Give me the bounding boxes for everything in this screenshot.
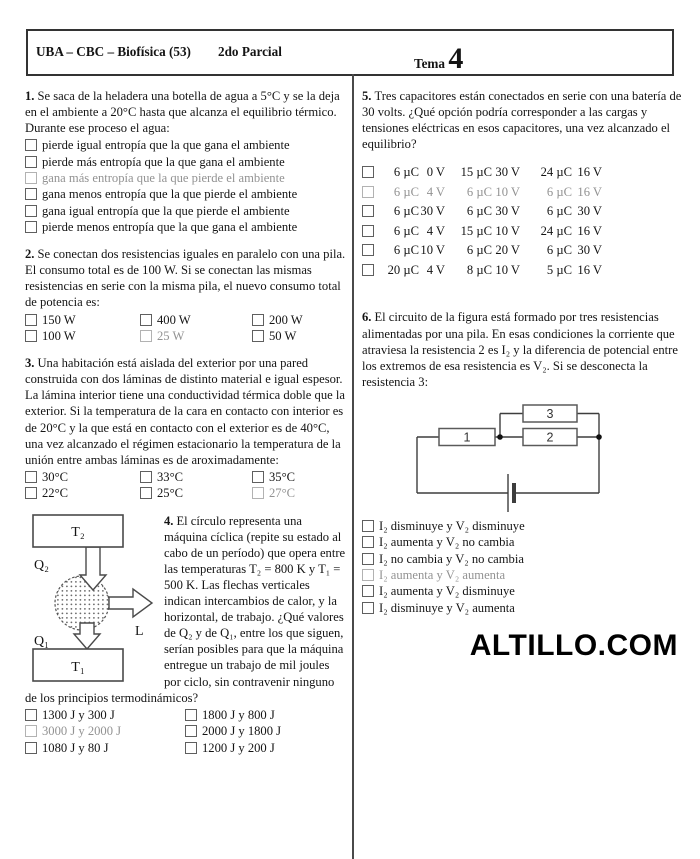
topic-label: Tema [414, 56, 446, 71]
checkbox[interactable] [362, 264, 374, 276]
question-text: Una habitación está aislada del exterior por una pared construida con dos láminas de distinto material e igual espesor. La lámina interior tiene una conductividad térmica doble que la exterior. Si la temperatura de la cara en contacto con interior es de 20°C y la que está en contacto con el exterior es de 40°C, una vez alcanzado el régimen estacionario la temperatura de la unión entre ambas láminas es de aroximadamente: [25, 356, 345, 467]
resistor-2-label: 2 [546, 430, 554, 445]
option-label: 50 W [269, 328, 297, 343]
charge-value: 24 µC [540, 223, 572, 238]
question-5-options [362, 162, 682, 279]
charge-value: 15 µC [460, 223, 492, 238]
checkbox[interactable] [25, 742, 37, 754]
answer-option [362, 162, 682, 182]
option-label: 3000 J y 2000 J [42, 724, 122, 739]
question-text: Se saca de la heladera una botella de agua a 5°C y se la deja en el ambiente a 20°C hasta que alcanza el equilibrio térmico. Durante ese proceso el agua: [25, 89, 340, 136]
question-text-continued: de los principios termodinámicos? [25, 690, 199, 705]
checkbox[interactable] [362, 166, 374, 178]
checkbox[interactable] [25, 725, 37, 737]
question-5 [362, 88, 682, 279]
option-label: 27°C [269, 486, 296, 501]
answer-option [185, 739, 347, 755]
checkbox[interactable] [252, 314, 264, 326]
voltage-value: 10 V [495, 223, 520, 238]
checkbox[interactable] [25, 172, 37, 184]
answer-option [140, 328, 252, 344]
checkbox[interactable] [362, 225, 374, 237]
answer-option [185, 707, 347, 723]
checkbox[interactable] [140, 314, 152, 326]
charge-value: 6 µC [393, 204, 419, 219]
answer-option [362, 567, 682, 583]
charge-value: 6 µC [546, 243, 572, 258]
checkbox[interactable] [185, 709, 197, 721]
option-label: I₂ aumenta y V₂ aumenta [379, 567, 506, 582]
question-6-options [362, 518, 682, 616]
answer-option [140, 312, 252, 328]
option-label: 1200 J y 200 J [202, 740, 275, 755]
hot-reservoir-label: T₂ [71, 524, 85, 540]
voltage-value: 4 V [426, 223, 445, 238]
answer-option [25, 485, 140, 501]
charge-value: 24 µC [540, 165, 572, 180]
charge-value: 6 µC [466, 204, 492, 219]
junction-dot [596, 434, 602, 440]
answer-option [362, 201, 682, 221]
checkbox[interactable] [25, 205, 37, 217]
answer-option [252, 485, 347, 501]
exam-topic [414, 40, 463, 78]
question-1 [25, 88, 347, 235]
checkbox[interactable] [25, 221, 37, 233]
answer-option [25, 154, 347, 170]
heat-in-label: Q₂ [34, 557, 49, 573]
option-label: 30°C [42, 470, 69, 484]
question-number: 2. [25, 247, 35, 262]
checkbox[interactable] [140, 487, 152, 499]
checkbox[interactable] [140, 471, 152, 483]
voltage-value: 16 V [577, 223, 602, 238]
voltage-value: 4 V [426, 184, 445, 199]
answer-option [25, 203, 347, 219]
question-number: 1. [25, 89, 35, 103]
option-label: 33°C [157, 470, 184, 484]
voltage-value: 10 V [420, 243, 445, 258]
checkbox[interactable] [140, 330, 152, 342]
question-3 [25, 355, 347, 501]
work-arrow-icon [109, 589, 152, 617]
option-label: I₂ no cambia y V₂ no cambia [379, 551, 524, 566]
checkbox[interactable] [185, 742, 197, 754]
answer-option [25, 328, 140, 344]
option-label: 35°C [269, 470, 296, 484]
answer-option [362, 518, 682, 534]
charge-value: 6 µC [393, 184, 419, 199]
option-label: I₂ disminuye y V₂ disminuye [379, 519, 525, 534]
charge-value: 6 µC [393, 165, 419, 180]
option-label: pierde menos entropía que la que gana el ambiente [42, 219, 298, 234]
voltage-value: 30 V [420, 204, 445, 219]
question-number: 4. [164, 513, 174, 528]
checkbox[interactable] [362, 536, 374, 548]
option-label: 25 W [157, 328, 185, 343]
checkbox[interactable] [362, 520, 374, 532]
question-number: 6. [362, 310, 372, 325]
charge-value: 6 µC [546, 184, 572, 199]
checkbox[interactable] [25, 487, 37, 499]
answer-option [362, 534, 682, 550]
charge-value: 6 µC [393, 223, 419, 238]
checkbox[interactable] [25, 709, 37, 721]
answer-option [185, 723, 347, 739]
option-label: pierde más entropía que la que gana el ambiente [42, 154, 285, 169]
answer-option [25, 312, 140, 328]
left-column [25, 88, 347, 767]
voltage-value: 10 V [495, 262, 520, 277]
charge-value: 6 µC [466, 243, 492, 258]
option-label: I₂ aumenta y V₂ no cambia [379, 535, 515, 550]
answer-option [362, 182, 682, 202]
junction-dot [497, 434, 503, 440]
voltage-value: 4 V [426, 262, 445, 277]
answer-option [25, 723, 185, 739]
charge-value: 5 µC [546, 262, 572, 277]
answer-option [362, 240, 682, 260]
voltage-value: 30 V [577, 204, 602, 219]
checkbox[interactable] [362, 205, 374, 217]
checkbox[interactable] [25, 139, 37, 151]
answer-option [25, 186, 347, 202]
checkbox[interactable] [362, 602, 374, 614]
answer-option [140, 485, 252, 501]
charge-value: 6 µC [393, 243, 419, 258]
topic-number: 4 [448, 42, 464, 75]
checkbox[interactable] [25, 471, 37, 483]
charge-value: 15 µC [460, 165, 492, 180]
heat-engine-figure [25, 513, 155, 685]
checkbox[interactable] [362, 244, 374, 256]
voltage-value: 16 V [577, 165, 602, 180]
checkbox[interactable] [25, 156, 37, 168]
option-label: 1300 J y 300 J [42, 707, 115, 722]
voltage-value: 20 V [495, 243, 520, 258]
voltage-value: 30 V [577, 243, 602, 258]
checkbox[interactable] [252, 330, 264, 342]
voltage-value: 16 V [577, 184, 602, 199]
option-label: I₂ disminuye y V₂ aumenta [379, 600, 515, 615]
question-text: El círculo representa una máquina cíclica (repite su estado al cabo de un período) que opera entre las temperaturas T₂ = 800 K y T₁ = 500 K. Las flechas verticales indican intercambios de calor, y la horizontal, de trabajo. ¿Qué valores de Q₂ y de Q₁, entre los que siguen, serían posibles para que la máquina entregue un trabajo de mil joules por ciclo, sin contravenir ninguno [164, 513, 346, 689]
exam-header [26, 29, 674, 76]
answer-option [252, 328, 347, 344]
checkbox[interactable] [362, 553, 374, 565]
checkbox[interactable] [185, 725, 197, 737]
cyclic-machine-circle [55, 576, 109, 630]
option-label: 100 W [42, 328, 76, 343]
charge-value: 6 µC [466, 184, 492, 199]
charge-value: 6 µC [546, 204, 572, 219]
heat-engine-diagram [25, 513, 155, 690]
answer-option [25, 170, 347, 186]
question-1-options [25, 137, 347, 235]
cold-reservoir-label: T₁ [71, 659, 85, 675]
option-label: 25°C [157, 486, 184, 501]
option-label: 200 W [269, 312, 303, 327]
voltage-value: 30 V [495, 165, 520, 180]
option-label: 150 W [42, 312, 76, 327]
question-4 [25, 513, 347, 756]
question-number: 3. [25, 356, 35, 371]
question-2 [25, 246, 347, 344]
checkbox[interactable] [25, 330, 37, 342]
option-label: 400 W [157, 312, 191, 327]
option-label: pierde igual entropía que la que gana el ambiente [42, 138, 290, 153]
answer-option [252, 469, 347, 485]
resistor-3-label: 3 [546, 406, 554, 421]
voltage-value: 10 V [495, 184, 520, 199]
checkbox[interactable] [252, 471, 264, 483]
answer-option [25, 707, 185, 723]
checkbox[interactable] [25, 314, 37, 326]
option-label: 2000 J y 1800 J [202, 724, 282, 739]
checkbox[interactable] [362, 585, 374, 597]
question-text: El circuito de la figura está formado por tres resistencias alimentadas por una pila. En esas condiciones la corriente que atraviesa la resistencia 2 es I₂ y la diferencia de potencial entre los extremos de esa resistencia es V₂. Si se desconecta la resistencia 3: [362, 310, 678, 389]
option-label: gana menos entropía que la que pierde el ambiente [42, 187, 298, 202]
course-title: UBA – CBC – Biofísica (53) [36, 44, 191, 59]
voltage-value: 16 V [577, 262, 602, 277]
answer-option [362, 599, 682, 615]
question-text: Se conectan dos resistencias iguales en paralelo con una pila. El consumo total es de 100 W. Si se conectan las mismas resistencias en serie con la misma pila, el nuevo consumo total de potencia es: [25, 247, 346, 310]
column-divider [352, 74, 354, 859]
checkbox[interactable] [362, 186, 374, 198]
question-2-options [25, 312, 347, 345]
question-3-options [25, 469, 347, 502]
question-6 [362, 309, 682, 615]
answer-option [25, 137, 347, 153]
option-label: 1800 J y 800 J [202, 707, 275, 722]
circuit-diagram [362, 396, 662, 514]
answer-option [362, 260, 682, 280]
question-4-options [25, 707, 347, 756]
option-label: I₂ aumenta y V₂ disminuye [379, 584, 515, 599]
option-label: gana más entropía que la que pierde el ambiente [42, 171, 285, 186]
work-label: L [135, 623, 144, 639]
answer-option [25, 739, 185, 755]
answer-option [362, 221, 682, 241]
question-number: 5. [362, 89, 372, 103]
voltage-value: 30 V [495, 204, 520, 219]
answer-option [252, 312, 347, 328]
option-label: gana igual entropía que la que pierde el ambiente [42, 203, 290, 218]
answer-option [140, 469, 252, 485]
question-text: Tres capacitores están conectados en serie con una batería de 30 volts. ¿Qué opción podría corresponder a las cargas y tensiones eléctricas en esos capacitores, una vez alcanzado el equilibrio? [362, 89, 682, 152]
voltage-value: 0 V [426, 165, 445, 180]
resistor-1-label: 1 [463, 430, 471, 445]
charge-value: 8 µC [466, 262, 492, 277]
heat-out-label: Q₁ [34, 633, 49, 649]
checkbox[interactable] [25, 188, 37, 200]
right-column [362, 88, 682, 665]
checkbox[interactable] [252, 487, 264, 499]
checkbox[interactable] [362, 569, 374, 581]
answer-option [25, 469, 140, 485]
answer-option [25, 219, 347, 235]
answer-option [362, 551, 682, 567]
answer-option [362, 583, 682, 599]
option-label: 1080 J y 80 J [42, 740, 109, 755]
exam-name: 2do Parcial [218, 44, 282, 59]
altillo-watermark: ALTILLO.COM [469, 628, 678, 662]
option-label: 22°C [42, 486, 69, 501]
charge-value: 20 µC [387, 262, 419, 277]
